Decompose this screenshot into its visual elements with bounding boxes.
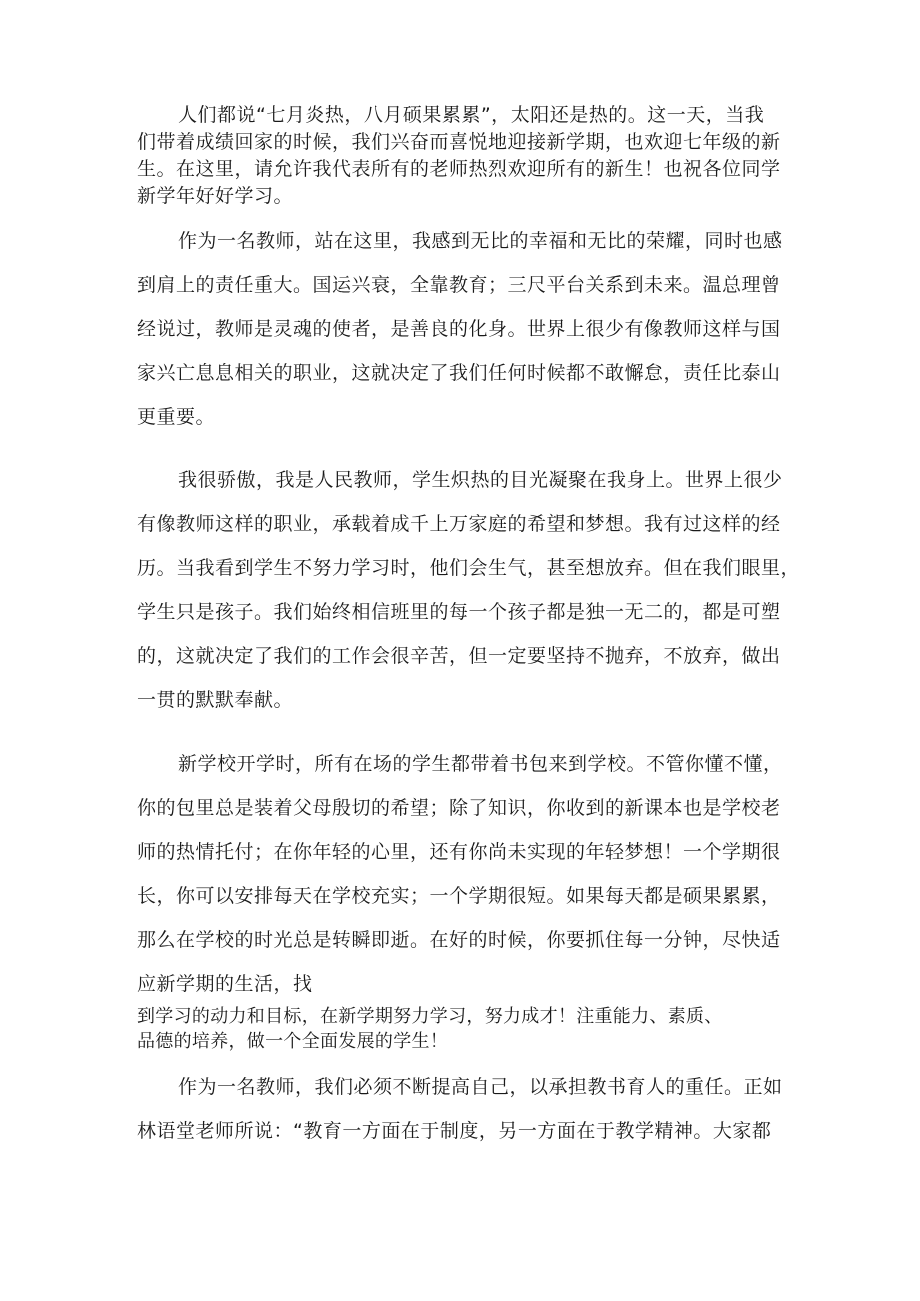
paragraph-4-line-4: 长，你可以安排每天在学校充实；一个学期很短。如果每天都是硕果累累， [137, 885, 781, 907]
paragraph-3-line-4: 学生只是孩子。我们始终相信班里的每一个孩子都是独一无二的，都是可塑 [137, 601, 781, 623]
paragraph-5-line-1: 作为一名教师，我们必须不断提高自己，以承担教书育人的重任。正如 [178, 1076, 783, 1098]
paragraph-4-line-8: 品德的培养，做一个全面发展的学生！ [137, 1031, 449, 1052]
paragraph-1-line-2: 们带着成绩回家的时候，我们兴奋而喜悦地迎接新学期，也欢迎七年级的新 [137, 131, 781, 153]
paragraph-2-line-1: 作为一名教师，站在这里，我感到无比的幸福和无比的荣耀，同时也感 [178, 230, 783, 252]
paragraph-4-line-7: 到学习的动力和目标，在新学期努力学习，努力成才！注重能力、素质、 [137, 1006, 723, 1027]
paragraph-4-line-2: 你的包里总是装着父母殷切的希望；除了知识，你收到的新课本也是学校老 [137, 797, 781, 819]
paragraph-3-line-6: 一贯的默默奉献。 [137, 689, 294, 711]
paragraph-1-line-4: 新学年好好学习。 [137, 185, 294, 207]
paragraph-3-line-1: 我很骄傲，我是人民教师，学生炽热的目光凝聚在我身上。世界上很少 [178, 469, 783, 491]
paragraph-2-line-3: 经说过，教师是灵魂的使者，是善良的化身。世界上很少有像教师这样与国 [137, 318, 781, 340]
paragraph-1-line-1: 人们都说“七月炎热，八月硕果累累”，太阳还是热的。这一天，当我 [178, 104, 765, 126]
paragraph-4-line-3: 师的热情托付；在你年轻的心里，还有你尚未实现的年轻梦想！一个学期很 [137, 841, 781, 863]
paragraph-2-line-5: 更重要。 [137, 406, 216, 428]
paragraph-4-line-5: 那么在学校的时光总是转瞬即逝。在好的时候，你要抓住每一分钟，尽快适 [137, 929, 781, 951]
paragraph-4-line-1: 新学校开学时，所有在场的学生都带着书包来到学校。不管你懂不懂， [178, 753, 783, 775]
paragraph-3-line-2: 有像教师这样的职业，承载着成千上万家庭的希望和梦想。我有过这样的经 [137, 513, 781, 535]
paragraph-2-line-4: 家兴亡息息相关的职业，这就决定了我们任何时候都不敢懈怠，责任比泰山 [137, 362, 781, 384]
paragraph-5-line-2: 林语堂老师所说：“教育一方面在于制度，另一方面在于教学精神。大家都 [137, 1120, 772, 1142]
paragraph-1-line-3: 生。在这里，请允许我代表所有的老师热烈欢迎所有的新生！也祝各位同学 [137, 158, 781, 180]
paragraph-3-line-3: 历。当我看到学生不努力学习时，他们会生气，甚至想放弃。但在我们眼里， [137, 557, 801, 579]
paragraph-4-line-6: 应新学期的生活，找 [137, 973, 313, 995]
paragraph-3-line-5: 的，这就决定了我们的工作会很辛苦，但一定要坚持不抛弃，不放弃，做出 [137, 645, 781, 667]
paragraph-2-line-2: 到肩上的责任重大。国运兴衰，全靠教育；三尺平台关系到未来。温总理曾 [137, 274, 781, 296]
